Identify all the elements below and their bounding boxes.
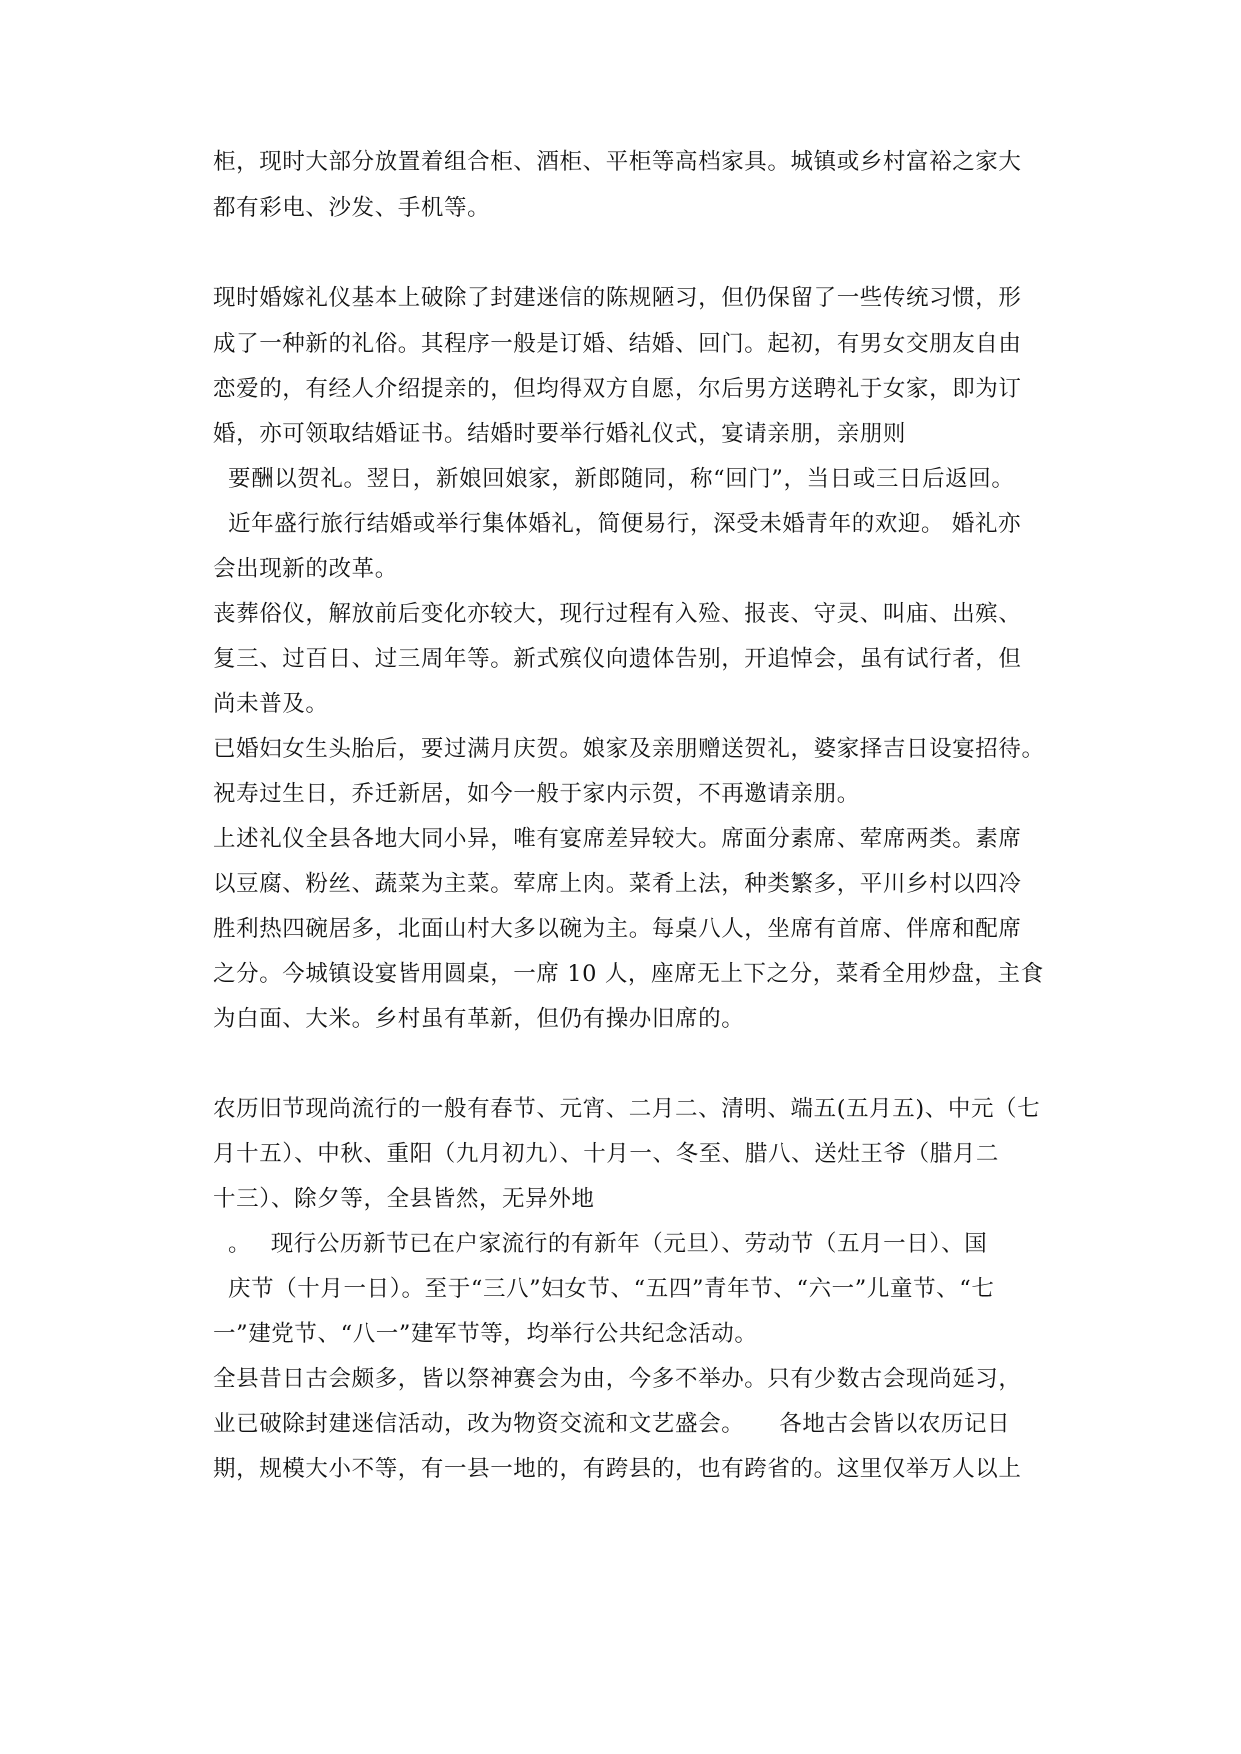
text-line: 复三、过百日、过三周年等。新式殡仪向遗体告别，开追悼会，虽有试行者，但 bbox=[213, 646, 1022, 672]
text-line: 业已破除封建迷信活动，改为物资交流和文艺盛会。 各地古会皆以农历记日 bbox=[213, 1411, 1011, 1437]
text-line: 成了一种新的礼俗。其程序一般是订婚、结婚、回门。起初，有男女交朋友自由 bbox=[213, 331, 1022, 357]
text-line: 已婚妇女生头胎后，要过满月庆贺。娘家及亲朋赠送贺礼，婆家择吉日设宴招待。 bbox=[213, 736, 1045, 762]
text-line: 近年盛行旅行结婚或举行集体婚礼，简便易行，深受未婚青年的欢迎。 婚礼亦 bbox=[228, 511, 1022, 537]
text-line: 丧葬俗仪，解放前后变化亦较大，现行过程有入殓、报丧、守灵、叫庙、出殡、 bbox=[213, 601, 1022, 627]
text-line: 庆节（十月一日）。至于“三八”妇女节、“五四”青年节、“六一”儿童节、“七 bbox=[228, 1276, 995, 1302]
text-line: 胜利热四碗居多，北面山村大多以碗为主。每桌八人，坐席有首席、伴席和配席 bbox=[213, 916, 1022, 942]
text-line: 都有彩电、沙发、手机等。 bbox=[213, 195, 491, 221]
text-line: 柜，现时大部分放置着组合柜、酒柜、平柜等高档家具。城镇或乡村富裕之家大 bbox=[213, 149, 1022, 175]
text-line: 全县昔日古会颇多，皆以祭神赛会为由，今多不举办。只有少数古会现尚延习， bbox=[213, 1366, 1022, 1392]
text-line: 尚未普及。 bbox=[213, 691, 329, 717]
text-line: 月十五）、中秋、重阳（九月初九）、十月一、冬至、腊八、送灶王爷（腊月二 bbox=[213, 1141, 1000, 1167]
text-line: 农历旧节现尚流行的一般有春节、元宵、二月二、清明、端五(五月五)、中元（七 bbox=[213, 1096, 1041, 1122]
text-line: 婚，亦可领取结婚证书。结婚时要举行婚礼仪式，宴请亲朋，亲朋则 bbox=[213, 421, 907, 447]
text-line: 祝寿过生日，乔迁新居，如今一般于家内示贺，不再邀请亲朋。 bbox=[213, 781, 860, 807]
text-line: 一”建党节、“八一”建军节等，均举行公共纪念活动。 bbox=[213, 1321, 758, 1347]
text-line: 恋爱的，有经人介绍提亲的，但均得双方自愿，尔后男方送聘礼于女家，即为订 bbox=[213, 376, 1022, 402]
text-line: 以豆腐、粉丝、蔬菜为主菜。荤席上肉。菜肴上法，种类繁多，平川乡村以四冷 bbox=[213, 871, 1022, 897]
text-line: 现时婚嫁礼仪基本上破除了封建迷信的陈规陋习，但仍保留了一些传统习惯，形 bbox=[213, 285, 1022, 311]
text-line: 十三）、除夕等，全县皆然，无异外地 bbox=[213, 1186, 595, 1212]
text-line: 为白面、大米。乡村虽有革新，但仍有操办旧席的。 bbox=[213, 1006, 745, 1032]
text-line: 上述礼仪全县各地大同小异，唯有宴席差异较大。席面分素席、荤席两类。素席 bbox=[213, 826, 1022, 852]
text-line: 。 现行公历新节已在户家流行的有新年（元旦）、劳动节（五月一日）、国 bbox=[228, 1231, 988, 1257]
text-line: 之分。今城镇设宴皆用圆桌，一席 10 人，座席无上下之分，菜肴全用炒盘，主食 bbox=[213, 961, 1044, 987]
text-line: 要酬以贺礼。翌日，新娘回娘家，新郎随同，称“回门”，当日或三日后返回。 bbox=[228, 466, 1015, 492]
text-line: 会出现新的改革。 bbox=[213, 556, 398, 582]
text-line: 期，规模大小不等，有一县一地的，有跨县的，也有跨省的。这里仅举万人以上 bbox=[213, 1456, 1022, 1482]
